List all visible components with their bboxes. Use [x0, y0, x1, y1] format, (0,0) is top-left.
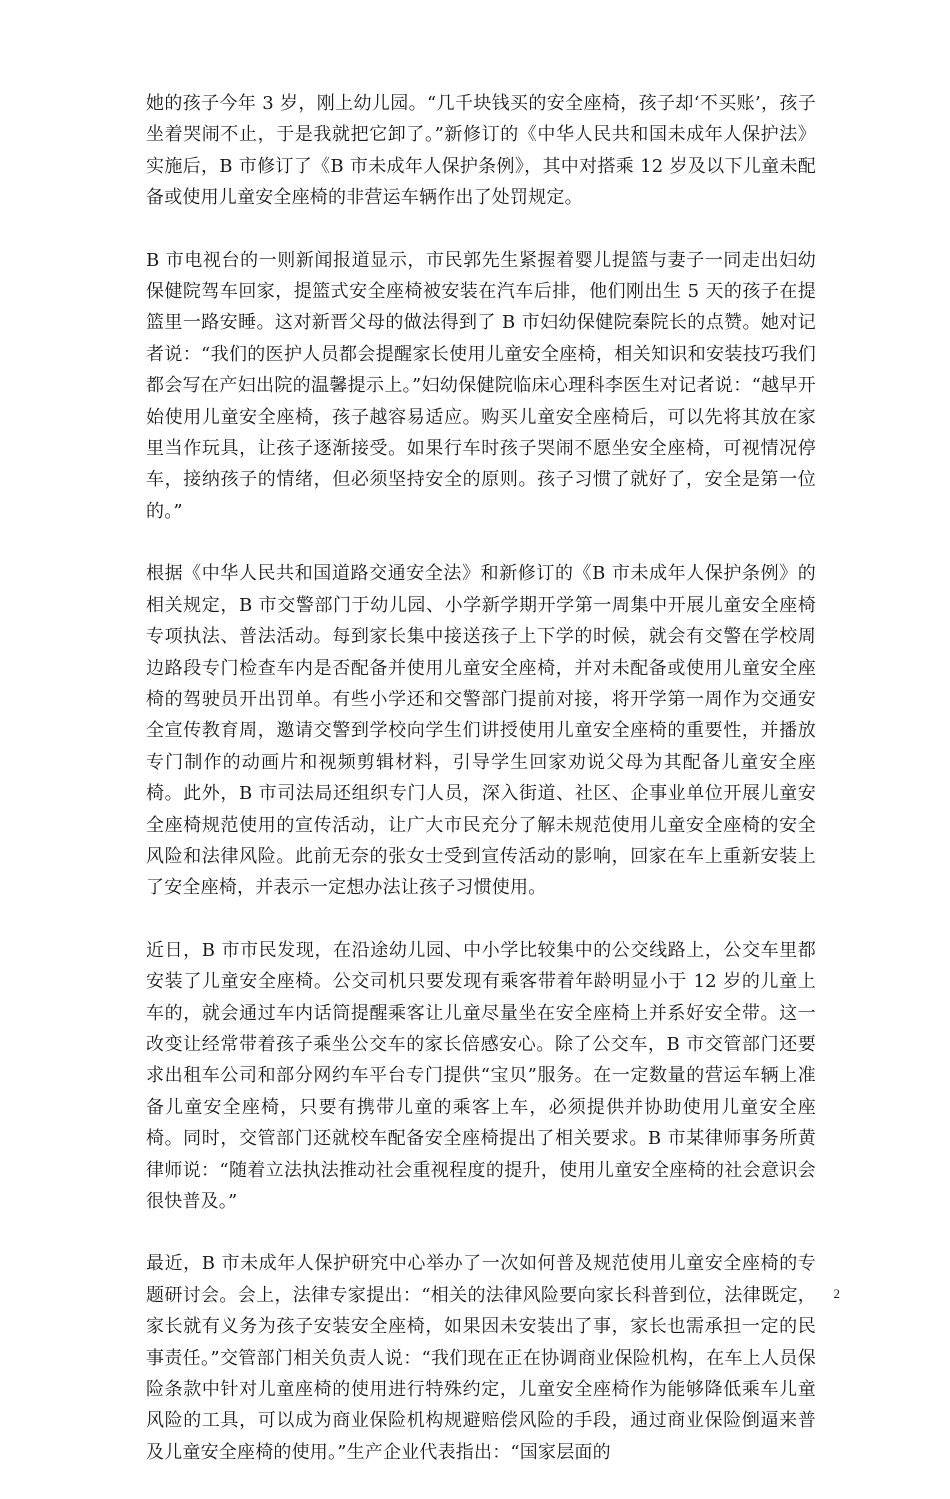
page-number: 2 [833, 1286, 840, 1301]
paragraph-1: 她的孩子今年 3 岁，刚上幼儿园。“几千块钱买的安全座椅，孩子却‘不买账’，孩子坐着哭闹不止，于是我就把它卸了。”新修订的《中华人民共和国未成年人保护法》实施后，B 市修订了《B 市未成年人保护条例》，其中对搭乘 12 岁及以下儿童未配备或使用儿童安全座椅的非营运车辆作出了处罚规定。 [146, 93, 816, 209]
paragraph-3: 根据《中华人民共和国道路交通安全法》和新修订的《B 市未成年人保护条例》的相关规定，B 市交警部门于幼儿园、小学新学期开学第一周集中开展儿童安全座椅专项执法、普法活动。每到家长集中接送孩子上下学的时候，就会有交警在学校周边路段专门检查车内是否配备并使用儿童安全座椅，并对未配备或使用儿童安全座椅的驾驶员开出罚单。有些小学还和交警部门提前对接，将开学第一周作为交通安全宣传教育周，邀请交警到学校向学生们讲授使用儿童安全座椅的重要性，并播放专门制作的动画片和视频剪辑材料，引导学生回家劝说父母为其配备儿童安全座椅。此外，B 市司法局还组织专门人员，深入街道、社区、企事业单位开展儿童安全座椅规范使用的宣传活动，让广大市民充分了解未规范使用儿童安全座椅的安全风险和法律风险。此前无奈的张女士受到宣传活动的影响，回家在车上重新安装上了安全座椅，并表示一定想办法让孩子习惯使用。 [146, 563, 816, 899]
document-body [146, 88, 816, 1499]
paragraph-4: 近日，B 市市民发现，在沿途幼儿园、中小学比较集中的公交线路上，公交车里都安装了儿童安全座椅。公交司机只要发现有乘客带着年龄明显小于 12 岁的儿童上车的，就会通过车内话筒提醒乘客让儿童尽量坐在安全座椅上并系好安全带。这一改变让经常带着孩子乘坐公交车的家长倍感安心。除了公交车，B 市交管部门还要求出租车公司和部分网约车平台专门提供“宝贝”服务。在一定数量的营运车辆上准备儿童安全座椅，只要有携带儿童的乘客上车，必须提供并协助使用儿童安全座椅。同时，交管部门还就校车配备安全座椅提出了相关要求。B 市某律师事务所黄律师说：“随着立法执法推动社会重视程度的提升，使用儿童安全座椅的社会意识会很快普及。” [146, 939, 816, 1212]
paragraph-5: 最近，B 市未成年人保护研究中心举办了一次如何普及规范使用儿童安全座椅的专题研讨会。会上，法律专家提出：“相关的法律风险要向家长科普到位，法律既定，家长就有义务为孩子安装安全座椅，如果因未安装出了事，家长也需承担一定的民事责任。”交管部门相关负责人说：“我们现在正在协调商业保险机构，在车上人员保险条款中针对儿童座椅的使用进行特殊约定，儿童安全座椅作为能够降低乘车儿童风险的工具，可以成为商业保险机构规避赔偿风险的手段，通过商业保险倒逼来普及儿童安全座椅的使用。”生产企业代表指出：“国家层面的 [146, 1253, 816, 1463]
paragraph-2: B 市电视台的一则新闻报道显示，市民郭先生紧握着婴儿提篮与妻子一同走出妇幼保健院驾车回家，提篮式安全座椅被安装在汽车后排，他们刚出生 5 天的孩子在提篮里一路安睡。这对新晋父母的做法得到了 B 市妇幼保健院秦院长的点赞。她对记者说：“我们的医护人员都会提醒家长使用儿童安全座椅，相关知识和安装技巧我们都会写在产妇出院的温馨提示上。”妇幼保健院临床心理科李医生对记者说：“越早开始使用儿童安全座椅，孩子越容易适应。购买儿童安全座椅后，可以先将其放在家里当作玩具，让孩子逐渐接受。如果行车时孩子哭闹不愿坐安全座椅，可视情况停车，接纳孩子的情绪，但必须坚持安全的原则。孩子习惯了就好了，安全是第一位的。” [146, 249, 816, 522]
